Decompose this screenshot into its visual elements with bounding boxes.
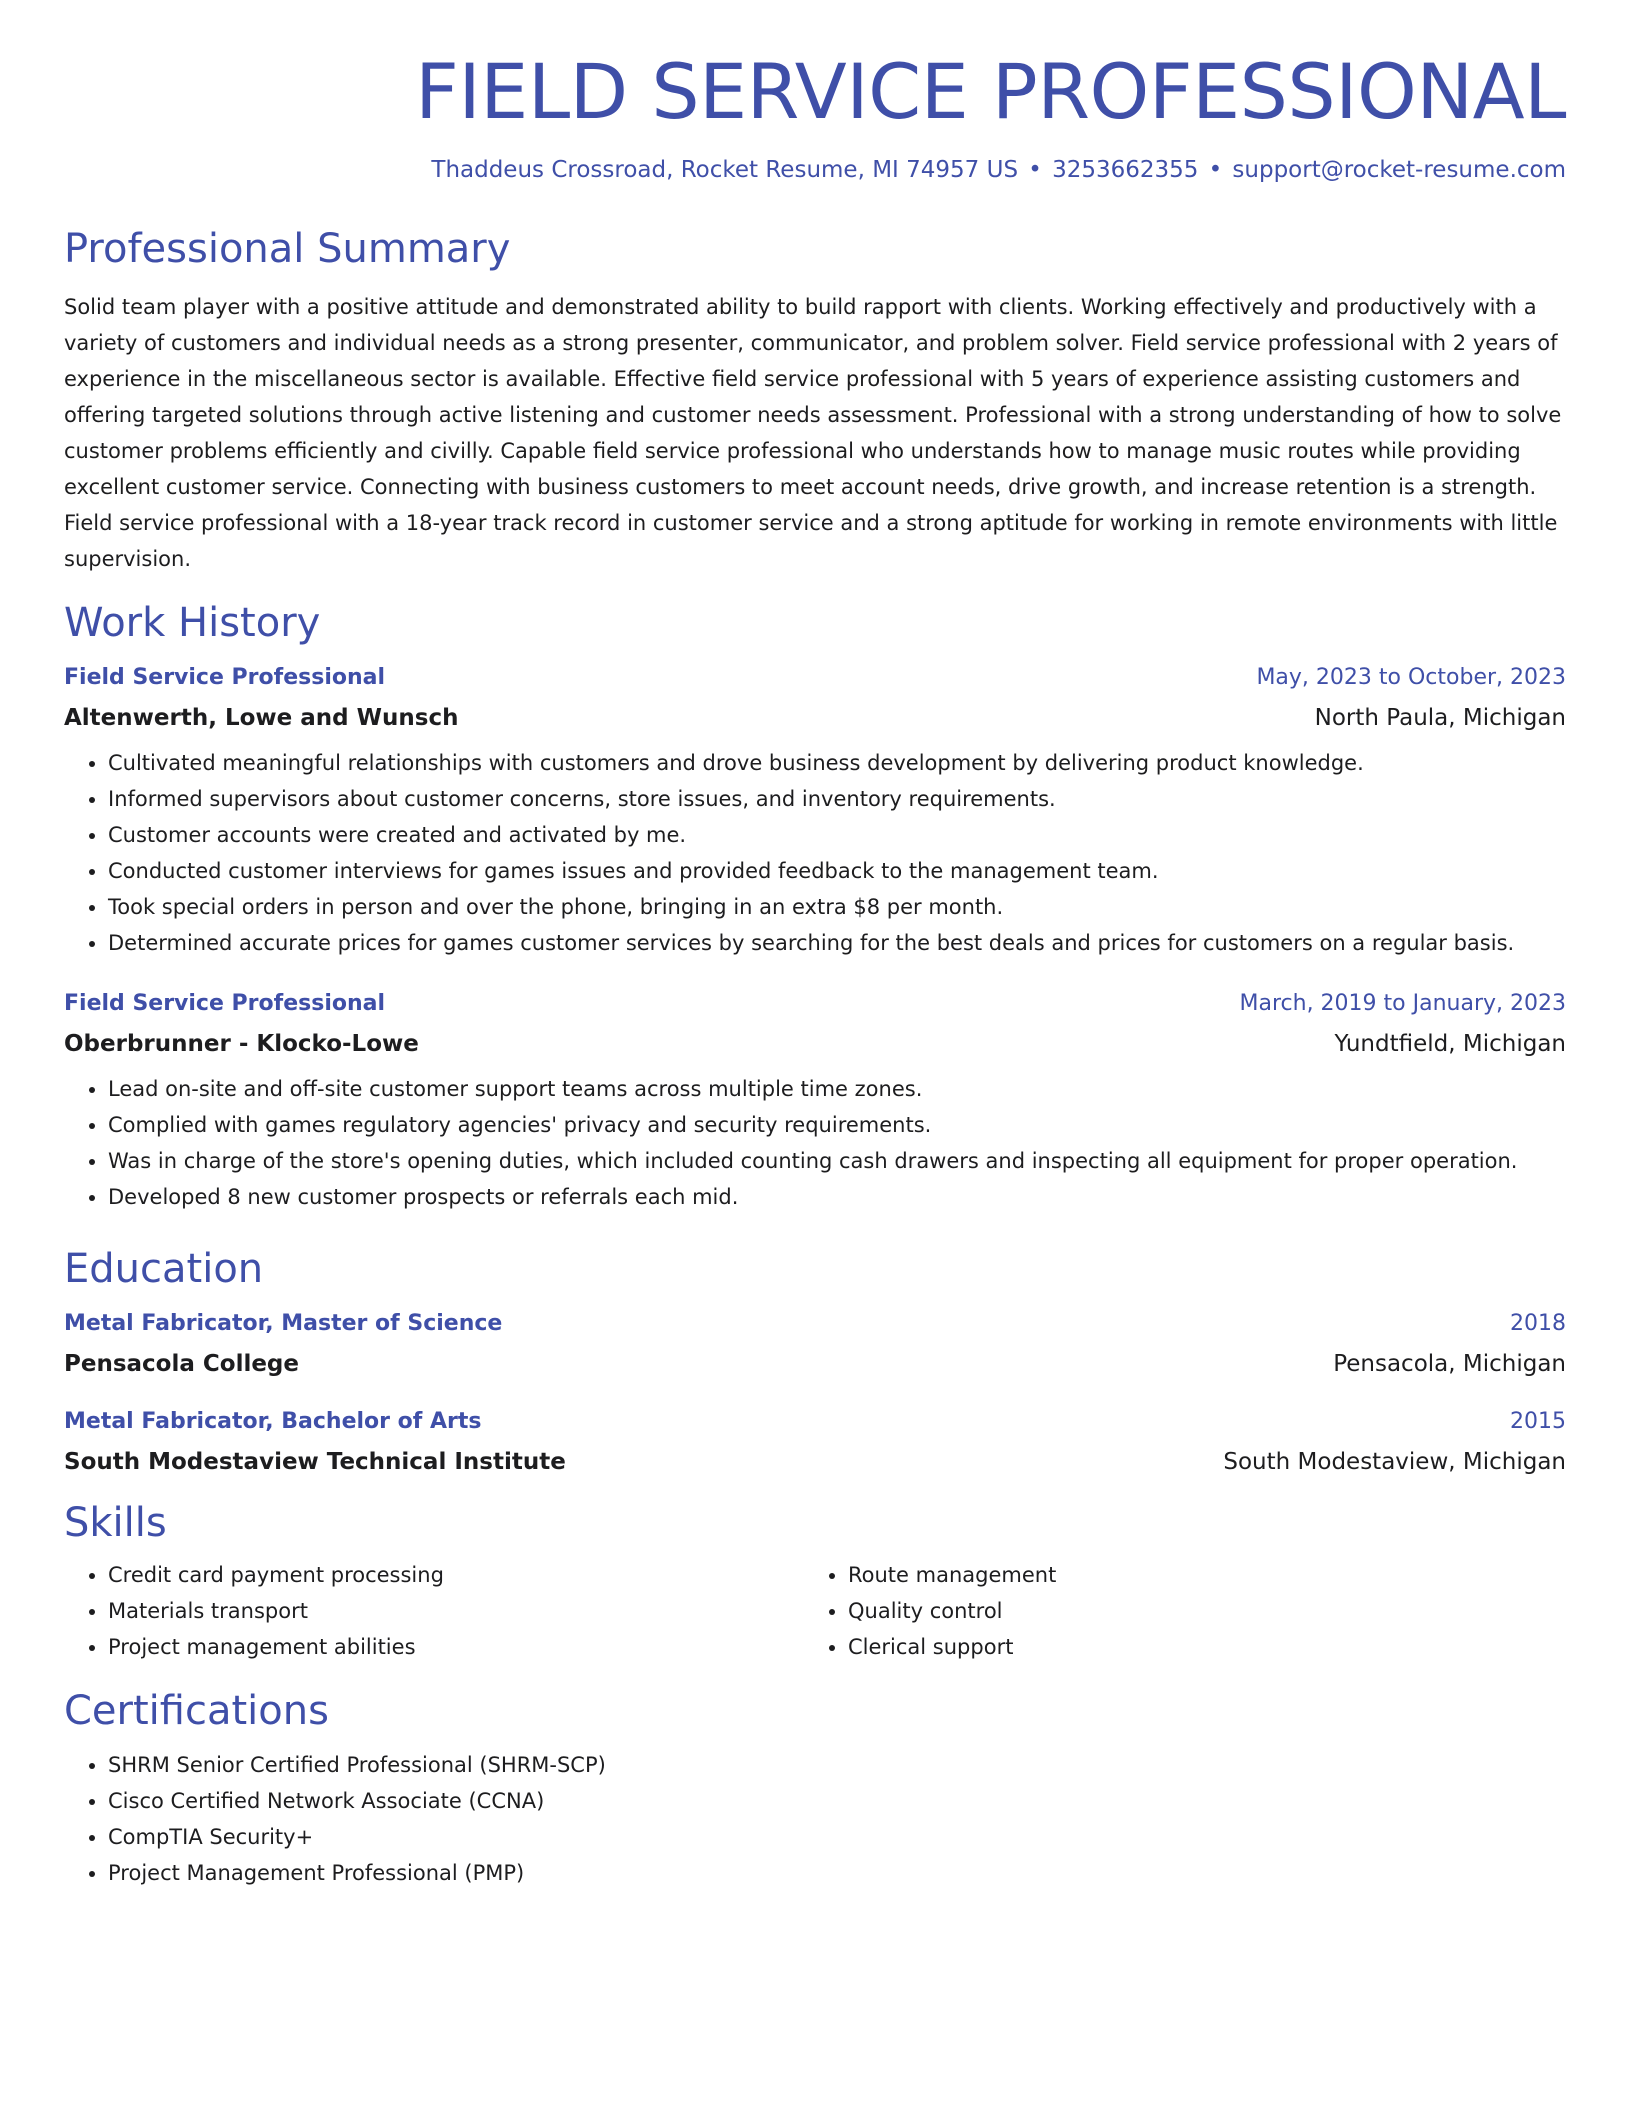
section-heading-certifications: Certifications <box>64 1688 329 1735</box>
skill-item: • Route management <box>848 1557 1544 1593</box>
education-section <box>64 1245 1566 1477</box>
skill-item: • Credit card payment processing <box>108 1557 804 1593</box>
resume-page <box>64 47 1566 1891</box>
education-location: Pensacola, Michigan <box>1333 1351 1566 1378</box>
skill-item: • Materials transport <box>108 1593 804 1629</box>
education-location: South Modestaview, Michigan <box>1223 1449 1566 1476</box>
education-school-row <box>64 1447 1566 1477</box>
contact-email: support@rocket-resume.com <box>1232 156 1566 183</box>
skills-column-right <box>804 1557 1544 1665</box>
contact-address: Thaddeus Crossroad, Rocket Resume, MI 74957 US <box>431 156 1019 183</box>
resume-header <box>64 47 1566 185</box>
job-entry <box>64 663 1566 961</box>
work-history-section <box>64 599 1566 1215</box>
certification-item: • CompTIA Security+ <box>108 1819 1566 1855</box>
job-bullet: • Lead on-site and off-site customer support teams across multiple time zones. <box>108 1071 1566 1107</box>
section-heading-summary: Professional Summary <box>64 226 511 273</box>
education-year: 2018 <box>1510 1311 1566 1337</box>
certification-item: • SHRM Senior Certified Professional (SHRM-SCP) <box>108 1747 1566 1783</box>
contact-separator: • <box>1028 156 1042 183</box>
skills-grid <box>64 1557 1566 1665</box>
resume-title: FIELD SERVICE PROFESSIONAL <box>415 47 1566 136</box>
job-title: Field Service Professional <box>64 991 386 1017</box>
skill-item: • Quality control <box>848 1593 1544 1629</box>
education-degree: Metal Fabricator, Master of Science <box>64 1311 503 1337</box>
section-heading-work-history: Work History <box>64 600 321 647</box>
job-bullet-list <box>64 745 1566 961</box>
job-company-row <box>64 1029 1566 1059</box>
summary-section <box>64 225 1566 577</box>
job-bullet: • Developed 8 new customer prospects or referrals each mid. <box>108 1179 1566 1215</box>
job-title: Field Service Professional <box>64 665 386 691</box>
summary-text: Solid team player with a positive attitude and demonstrated ability to build rapport with clients. Working effectively and productively with a variety of customers and individual needs as a strong presenter, communicator, and problem solver. Field service professional with 2 years of experience in the miscellaneous sector is available. Effective field service professional with 5 years of experience assisting customers and offering targeted solutions through active listening and customer needs assessment. Professional with a strong understanding of how to solve customer problems efficiently and civilly. Capable field service professional who understands how to manage music routes while providing excellent customer service. Connecting with business customers to meet account needs, drive growth, and increase retention is a strength. Field service professional with a 18-year track record in customer service and a strong aptitude for working in remote environments with little supervision. <box>64 295 1562 572</box>
job-company-row <box>64 703 1566 733</box>
job-company: Altenwerth, Lowe and Wunsch <box>64 705 459 732</box>
job-bullet: • Was in charge of the store's opening duties, which included counting cash drawers and inspecting all equipment for proper operation. <box>108 1143 1566 1179</box>
certification-item: • Cisco Certified Network Associate (CCNA) <box>108 1783 1566 1819</box>
education-entry <box>64 1309 1566 1379</box>
job-dates: May, 2023 to October, 2023 <box>1256 665 1566 691</box>
education-degree: Metal Fabricator, Bachelor of Arts <box>64 1409 482 1435</box>
job-bullet: • Informed supervisors about customer concerns, store issues, and inventory requirements. <box>108 781 1566 817</box>
contact-separator: • <box>1208 156 1223 183</box>
job-dates: March, 2019 to January, 2023 <box>1239 991 1566 1017</box>
education-school-row <box>64 1349 1566 1379</box>
certifications-list <box>64 1747 1566 1891</box>
job-bullet: • Took special orders in person and over the phone, bringing in an extra $8 per month. <box>108 889 1566 925</box>
section-heading-education: Education <box>64 1246 264 1293</box>
education-header-row <box>64 1309 1566 1339</box>
certifications-section <box>64 1687 1566 1891</box>
job-header-row <box>64 989 1566 1019</box>
job-bullet: • Complied with games regulatory agencies' privacy and security requirements. <box>108 1107 1566 1143</box>
skill-item: • Clerical support <box>848 1629 1544 1665</box>
job-bullet: • Customer accounts were created and activated by me. <box>108 817 1566 853</box>
job-header-row <box>64 663 1566 693</box>
skills-section <box>64 1499 1566 1665</box>
job-bullet: • Conducted customer interviews for games issues and provided feedback to the management team. <box>108 853 1566 889</box>
education-school: Pensacola College <box>64 1351 299 1378</box>
job-company: Oberbrunner - Klocko-Lowe <box>64 1031 419 1058</box>
skill-item: • Project management abilities <box>108 1629 804 1665</box>
education-header-row <box>64 1407 1566 1437</box>
job-bullet-list <box>64 1071 1566 1215</box>
education-entry <box>64 1407 1566 1477</box>
job-entry <box>64 989 1566 1215</box>
contact-line <box>64 156 1566 186</box>
contact-phone: 3253662355 <box>1052 156 1199 183</box>
skills-column-left <box>64 1557 804 1665</box>
job-bullet: • Cultivated meaningful relationships with customers and drove business development by delivering product knowledge. <box>108 745 1566 781</box>
education-school: South Modestaview Technical Institute <box>64 1449 566 1476</box>
certification-item: • Project Management Professional (PMP) <box>108 1855 1566 1891</box>
education-year: 2015 <box>1510 1409 1566 1435</box>
section-heading-skills: Skills <box>64 1500 167 1547</box>
job-location: North Paula, Michigan <box>1314 705 1566 732</box>
job-bullet: • Determined accurate prices for games customer services by searching for the best deals and prices for customers on a regular basis. <box>108 925 1566 961</box>
job-location: Yundtfield, Michigan <box>1334 1031 1566 1058</box>
